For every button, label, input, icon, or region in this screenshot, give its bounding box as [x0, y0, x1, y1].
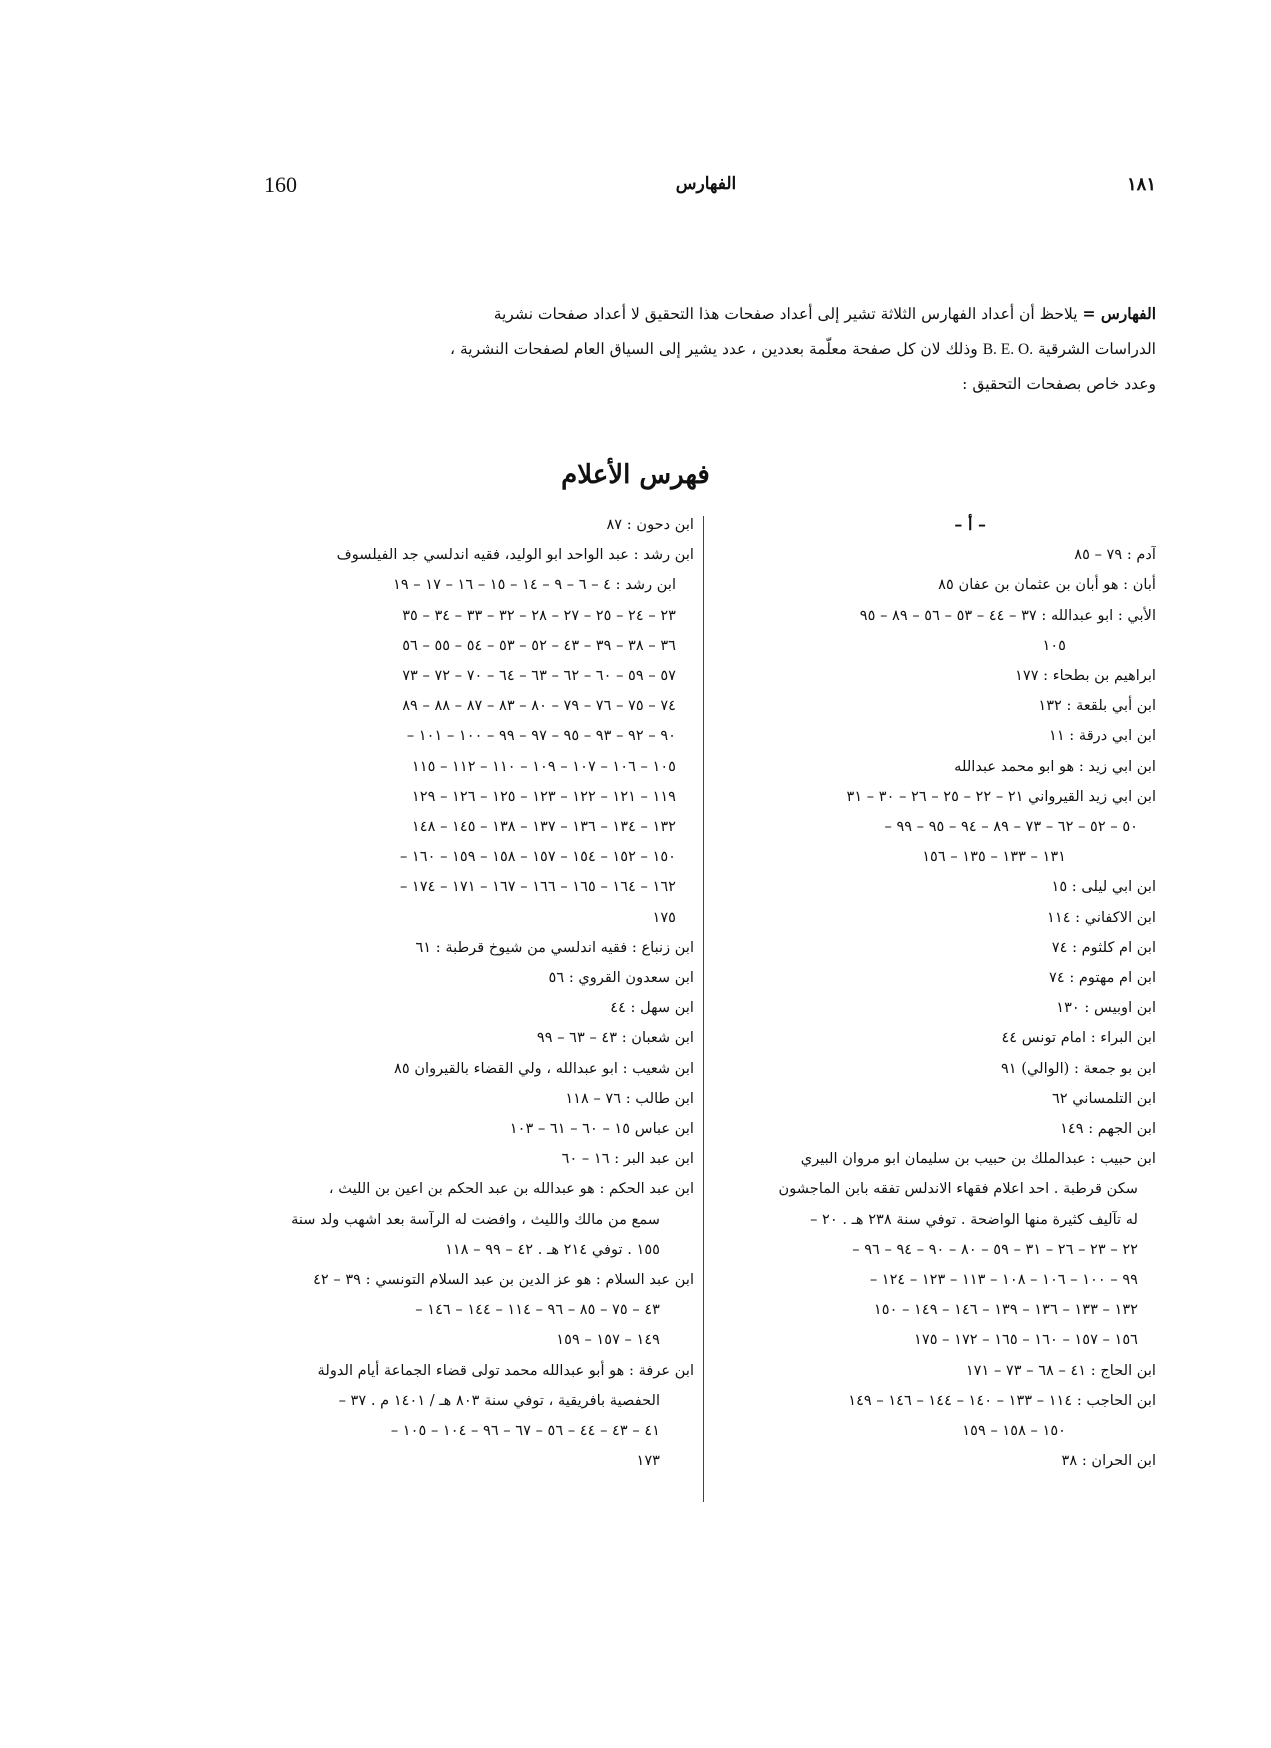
left-column-entry: ابن رشد : ٤ – ٦ – ٩ – ١٤ – ١٥ – ١٦ – ١٧ – ١٩ — [392, 576, 676, 594]
right-column-entry: أبان : هو أبان بن عثمان بن عفان ٨٥ — [938, 576, 1156, 594]
right-column-entry: ١٥٦ – ١٥٧ – ١٦٠ – ١٦٥ – ١٧٢ – ١٧٥ — [914, 1331, 1138, 1349]
right-column-entry: ابن ابي ليلى : ١٥ — [1051, 878, 1156, 896]
left-column-entry: ١٥٠ – ١٥٢ – ١٥٤ – ١٥٧ – ١٥٨ – ١٥٩ – ١٦٠ – — [399, 848, 676, 866]
right-column-entry: ابن الحاج : ٤١ – ٦٨ – ٧٣ – ١٧١ — [965, 1361, 1156, 1379]
left-column-entry: ٢٣ – ٢٤ – ٢٥ – ٢٧ – ٢٨ – ٣٢ – ٣٣ – ٣٤ – ٣٥ — [402, 606, 676, 624]
page-number-latin: 160 — [264, 172, 297, 197]
index-column-right — [716, 510, 1156, 1477]
right-column-entry: ١٣٢ – ١٣٣ – ١٣٦ – ١٣٩ – ١٤٦ – ١٤٩ – ١٥٠ — [873, 1301, 1138, 1319]
running-head — [256, 172, 1156, 206]
column-divider — [703, 516, 704, 1502]
left-column-entry: ابن دحون : ٨٧ — [606, 516, 694, 533]
left-column-entry: ابن طالب : ٧٦ – ١١٨ — [565, 1089, 694, 1107]
right-column-entry: ١٣١ – ١٣٣ – ١٣٥ – ١٥٦ — [922, 848, 1066, 866]
left-column-entry: سمع من مالك والليث ، وافضت له الرآسة بعد اشهب ولد سنة — [291, 1210, 660, 1228]
left-column-entry: ابن سعدون القروي : ٥٦ — [548, 969, 694, 987]
left-column-entry: ٣٦ – ٣٨ – ٣٩ – ٤٣ – ٥٢ – ٥٣ – ٥٤ – ٥٥ – ٥٦ — [402, 636, 676, 654]
left-column-entry: ١٦٢ – ١٦٤ – ١٦٥ – ١٦٦ – ١٦٧ – ١٧١ – ١٧٤ – — [399, 878, 676, 896]
right-column-entry: ابن الحران : ٣٨ — [1061, 1452, 1156, 1470]
intro-line-3: وعدد خاص بصفحات التحقيق : — [962, 375, 1156, 393]
running-title: الفهارس — [675, 174, 737, 194]
right-column-entry: ابن ام مهتوم : ٧٤ — [1049, 969, 1156, 987]
left-column-entry: ٧٤ – ٧٥ – ٧٦ – ٧٩ – ٨٠ – ٨٣ – ٨٧ – ٨٨ – ٨٩ — [402, 697, 676, 715]
left-column-entry: ٥٧ – ٥٩ – ٦٠ – ٦٢ – ٦٣ – ٦٤ – ٧٠ – ٧٢ – ٧٣ — [402, 667, 676, 685]
right-column-entry: ابن ابي درقة : ١١ — [1048, 727, 1156, 745]
right-column-entry: ابن التلمساني ٦٢ — [1051, 1089, 1156, 1107]
left-column-entry: ابن عرفة : هو أبو عبدالله محمد تولى قضاء الجماعة أيام الدولة — [317, 1361, 694, 1379]
intro-line-2-a: الدراسات الشرقية — [1038, 340, 1156, 358]
right-column-entry: ابن اوبيس : ١٣٠ — [1056, 999, 1156, 1017]
left-column-entry: ابن شعيب : ابو عبدالله ، ولي القضاء بالقيروان ٨٥ — [394, 1059, 694, 1077]
left-column-entry: ابن عبد الحكم : هو عبدالله بن عبد الحكم بن اعين بن الليث ، — [328, 1180, 694, 1198]
left-column-entry: ١٥٥ . توفي ٢١٤ هـ . ٤٢ – ٩٩ – ١١٨ — [445, 1240, 660, 1258]
right-column-entry: له تآليف كثيرة منها الواضحة . توفي سنة ٢٣٨ هـ . ٢٠ – — [810, 1210, 1138, 1228]
left-column-entry: ١٣٢ – ١٣٤ – ١٣٦ – ١٣٧ – ١٣٨ – ١٤٥ – ١٤٨ — [411, 818, 676, 836]
right-column-entry: ابن الجهم : ١٤٩ — [1060, 1120, 1156, 1138]
left-column-entry: ابن عبد السلام : هو عز الدين بن عبد السلام التونسي : ٣٩ – ٤٢ — [313, 1271, 694, 1289]
intro-line-1-text: يلاحظ أن أعداد الفهارس الثلاثة تشير إلى أعداد صفحات هذا التحقيق لا أعداد صفحات نشرية — [493, 305, 1078, 323]
left-column-entry: ١٧٥ — [652, 908, 676, 926]
right-column-entry: آدم : ٧٩ – ٨٥ — [1074, 546, 1156, 564]
section-title: فهرس الأعلام — [561, 460, 710, 490]
right-column-entry: ٩٩ – ١٠٠ – ١٠٦ – ١٠٨ – ١١٣ – ١٢٣ – ١٢٤ – — [869, 1271, 1138, 1289]
right-column-entry: ابن حبيب : عبدالملك بن حبيب بن سليمان ابو مروان البيري — [800, 1150, 1156, 1168]
left-column-entry: ابن رشد : عبد الواحد ابو الوليد، فقيه اندلسي جد الفيلسوف — [336, 546, 694, 564]
left-column-entry: ابن سهل : ٤٤ — [610, 999, 694, 1017]
right-column-entry: الأبي : ابو عبدالله : ٣٧ – ٤٤ – ٥٣ – ٥٦ – ٨٩ – ٩٥ — [859, 606, 1156, 624]
index-columns — [256, 510, 1156, 1505]
right-column-entry: ابن أبي بلقعة : ١٣٢ — [1038, 697, 1156, 715]
right-column-entry: ابراهيم بن بطحاء : ١٧٧ — [1015, 667, 1156, 685]
right-column-entry: ٥٠ – ٥٢ – ٦٢ – ٧٣ – ٨٩ – ٩٤ – ٩٥ – ٩٩ – — [884, 818, 1138, 836]
left-column-entry: الحفصية بافريقية ، توفي سنة ٨٠٣ هـ / ١٤٠١ م . ٣٧ – — [338, 1391, 660, 1409]
intro-latin-abbrev: B. E. O. — [982, 341, 1034, 358]
intro-lead: الفهارس = — [1082, 304, 1156, 323]
right-column-entry: ابن الاكفاني : ١١٤ — [1047, 908, 1156, 926]
right-column-entry: ابن البراء : امام تونس ٤٤ — [1001, 1029, 1156, 1047]
intro-line-2-b: وذلك لان كل صفحة معلّمة بعددين ، عدد يشير إلى السياق العام لصفحات النشرية ، — [450, 340, 978, 358]
left-column-entry: ٤٣ – ٧٥ – ٨٥ – ٩٦ – ١١٤ – ١٤٤ – ١٤٦ – — [415, 1301, 660, 1319]
intro-note — [274, 296, 1156, 402]
index-column-left — [256, 510, 694, 1477]
right-column-entry: ابن ام كلثوم : ٧٤ — [1051, 938, 1156, 956]
right-column-entry: ٢٢ – ٢٣ – ٢٦ – ٣١ – ٥٩ – ٨٠ – ٩٠ – ٩٤ – ٩٦ – — [852, 1240, 1138, 1258]
left-column-entry: ابن شعبان : ٤٣ – ٦٣ – ٩٩ — [536, 1029, 694, 1047]
right-column-entry: ابن ابي زيد القيرواني ٢١ – ٢٢ – ٢٥ – ٢٦ – ٣٠ – ٣١ — [846, 787, 1156, 805]
right-column-entry: ابن ابي زيد : هو ابو محمد عبدالله — [954, 757, 1156, 775]
left-column-entry: ٩٠ – ٩٢ – ٩٣ – ٩٥ – ٩٧ – ٩٩ – ١٠٠ – ١٠١ – — [406, 727, 676, 745]
right-column-entry: سكن قرطبة . احد اعلام فقهاء الاندلس تفقه بابن الماجشون — [778, 1180, 1138, 1198]
right-column-entry: ١٥٠ – ١٥٨ – ١٥٩ — [962, 1422, 1066, 1440]
right-column-entry: ابن الحاجب : ١١٤ – ١٣٣ – ١٤٠ – ١٤٤ – ١٤٦ – ١٤٩ — [848, 1391, 1156, 1409]
intro-line-1 — [274, 296, 1156, 332]
left-column-entry: ١٧٣ — [636, 1452, 660, 1470]
left-column-entry: ٤١ – ٤٣ – ٤٤ – ٥٦ – ٦٧ – ٩٦ – ١٠٤ – ١٠٥ – — [390, 1422, 660, 1440]
left-column-entry: ابن عبد البر : ١٦ – ٦٠ — [561, 1150, 694, 1168]
right-column-entry: – أ – — [954, 515, 986, 534]
left-column-entry: ١٠٥ – ١٠٦ – ١٠٧ – ١٠٩ – ١١٠ – ١١٢ – ١١٥ — [411, 757, 676, 775]
left-column-entry: ابن زنباع : فقيه اندلسي من شيوخ قرطبة : ٦١ — [415, 938, 694, 956]
page-number-arabic: ١٨١ — [1126, 174, 1156, 195]
left-column-entry: ١١٩ – ١٢١ – ١٢٢ – ١٢٣ – ١٢٥ – ١٢٦ – ١٢٩ — [411, 787, 676, 805]
intro-line-2 — [274, 332, 1156, 367]
right-column-entry: ١٠٥ — [1042, 636, 1066, 654]
left-column-entry: ١٤٩ – ١٥٧ – ١٥٩ — [556, 1331, 660, 1349]
left-column-entry: ابن عباس ١٥ – ٦٠ – ٦١ – ١٠٣ — [509, 1120, 694, 1138]
right-column-entry: ابن بو جمعة : (الوالي) ٩١ — [1000, 1059, 1156, 1077]
